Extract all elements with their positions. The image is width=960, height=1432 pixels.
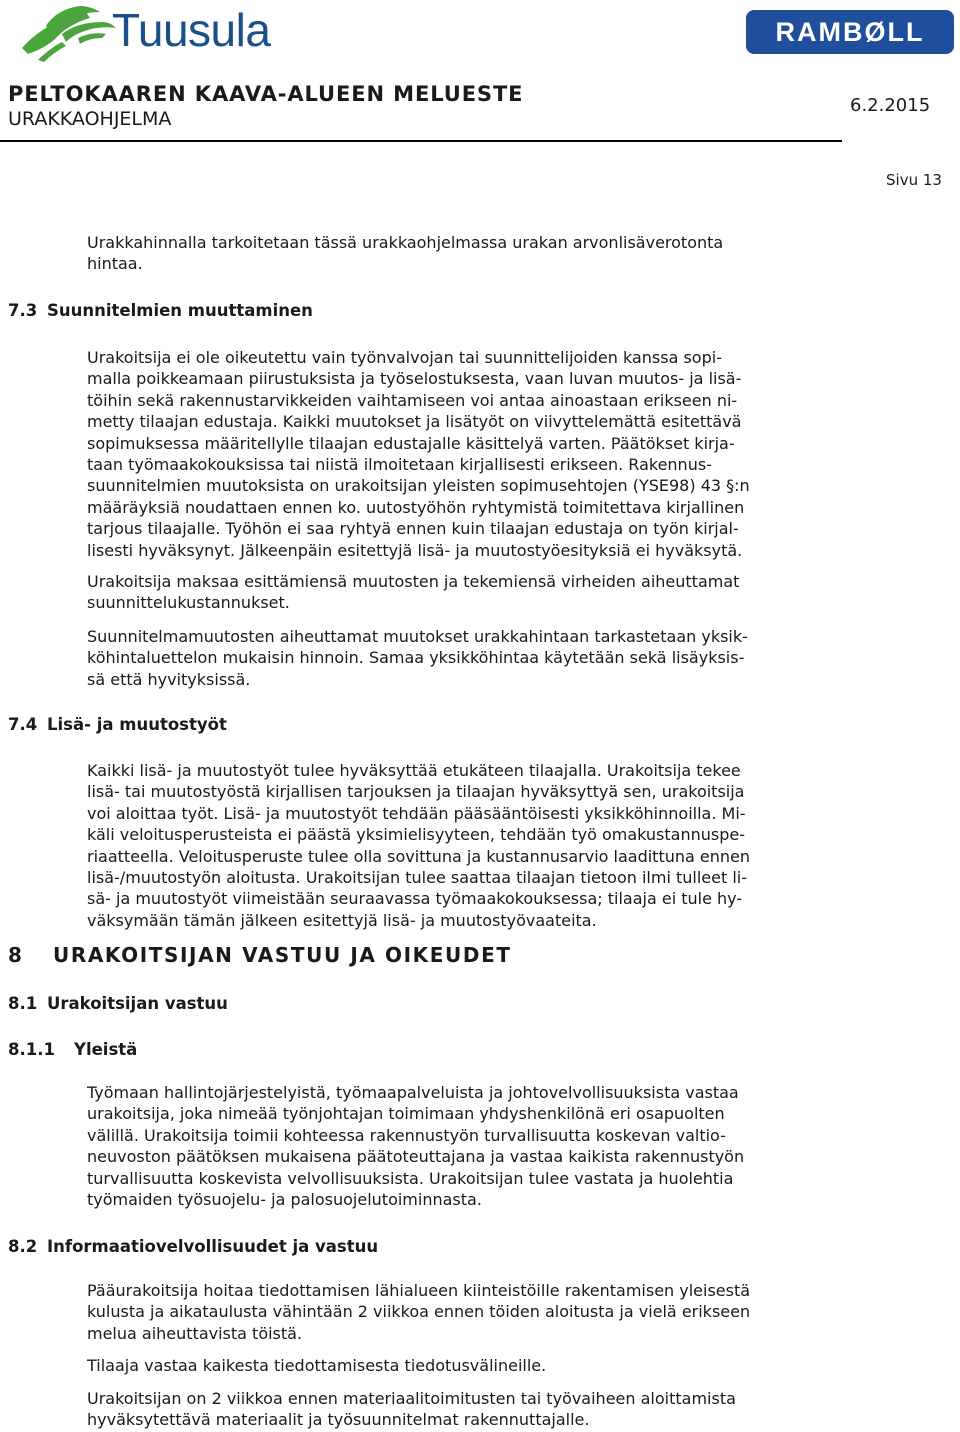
text-line: köhintaluettelon mukaisin hinnoin. Samaa yksikköhintaa käytetään sekä lisäyksis- (87, 648, 745, 668)
section-title: Yleistä (74, 1040, 138, 1059)
paragraph (87, 1355, 546, 1376)
text-line: suunnitelmien muutoksista on urakoitsijan yleisten sopimusehtojen (YSE98) 43 §:n (87, 476, 750, 496)
section-number: 8.1.1 (8, 1040, 55, 1059)
section-heading-7-4 (8, 714, 227, 736)
section-title: Urakoitsijan vastuu (47, 994, 228, 1013)
chapter-heading-8 (8, 942, 512, 968)
section-number: 7.3 (8, 301, 38, 320)
text-line: urakoitsija, joka nimeää työnjohtajan toimimaan yhdyshenkilönä eri osapuolten (87, 1104, 725, 1124)
text-line: käli veloitusperusteista ei päästä yksimielisyyteen, tehdään työ omakustannuspe- (87, 825, 745, 845)
paragraph (87, 1082, 744, 1210)
text-line: lisä-/muutostyön aloitusta. Urakoitsijan tulee saattaa tilaajan tietoon ilmi tulleet li- (87, 867, 747, 887)
header-divider (0, 140, 842, 142)
text-line: riaatteella. Veloitusperuste tulee olla sovittuna ja kustannusarvio laadittuna ennen (87, 846, 751, 866)
text-line: Työmaan hallintojärjestelyistä, työmaapalveluista ja johtovelvollisuuksista vastaa (87, 1083, 739, 1102)
text-line: metty tilaajan edustaja. Kaikki muutokset ja lisätyöt on viivyttelemättä esitettävä (87, 412, 742, 432)
text-line: Suunnitelmamuutosten aiheuttamat muutokset urakkahintaan tarkastetaan yksik- (87, 627, 748, 646)
text-line: välillä. Urakoitsija toimii kohteessa rakennustyön turvallisuutta koskevan valtio- (87, 1125, 726, 1145)
text-line: voi aloittaa työt. Lisä- ja muutostyöt tehdään pääsääntöisesti yksikköhinnoilla. Mi- (87, 803, 746, 823)
paragraph (87, 1280, 750, 1344)
text-line: Kaikki lisä- ja muutostyöt tulee hyväksyttää etukäteen tilaajalla. Urakoitsija tekee (87, 761, 741, 780)
intro-paragraph (87, 232, 723, 275)
text-line: töihin sekä rakennustarvikkeiden vaihtamiseen voi antaa ainoastaan erikseen ni- (87, 390, 738, 410)
text-line: sä- ja muutostyöt viimeistään seuraavassa työmaakokouksessa; tilaaja ei tule hy- (87, 889, 743, 909)
section-heading-8-2 (8, 1236, 378, 1258)
section-number: 8 (8, 943, 24, 967)
text-line: sopimuksessa määritellylle tilaajan edustajalle käsittelyä varten. Päätökset kirja- (87, 433, 735, 453)
text-line: Urakoitsija maksaa esittämiensä muutosten ja tekemiensä virheiden aiheuttamat (87, 572, 740, 591)
section-title: Lisä- ja muutostyöt (47, 715, 227, 734)
section-number: 7.4 (8, 715, 38, 734)
text-line: hintaa. (87, 254, 143, 274)
text-line: tarjous tilaajalle. Työhön ei saa ryhtyä ennen kuin tilaajan edustaja on työn kirjal- (87, 519, 739, 539)
document-subtitle: URAKKAOHJELMA (8, 108, 172, 130)
text-line: melua aiheuttavista töistä. (87, 1323, 303, 1343)
paragraph (87, 626, 748, 690)
paragraph (87, 760, 750, 931)
tuusula-logo-text: Tuusula (112, 4, 271, 56)
ramboll-logo: RAMBØLL (746, 10, 954, 54)
text-line: hyväksytettävä materiaalit ja työsuunnitelmat rakennuttajalle. (87, 1410, 590, 1430)
section-number: 8.1 (8, 994, 38, 1013)
text-line: lisä- tai muutostyöstä kirjallisen tarjouksen ja tilaajan hyväksyttyä sen, urakoitsija (87, 782, 745, 802)
text-line: väksymään tämän jälkeen esitettyjä lisä- ja muutostyövaateita. (87, 910, 597, 930)
text-line: sä että hyvityksissä. (87, 669, 251, 689)
paragraph (87, 1388, 736, 1431)
section-title: URAKOITSIJAN VASTUU JA OIKEUDET (53, 943, 512, 967)
document-date: 6.2.2015 (850, 95, 931, 116)
text-line: määräyksiä noudattaen ennen ko. uutostyöhön ryhtymistä toimitettava kirjallinen (87, 497, 745, 517)
text-line: Urakoitsijan on 2 viikkoa ennen materiaalitoimitusten tai työvaiheen aloittamista (87, 1389, 736, 1408)
text-line: lisesti hyväksynyt. Jälkeenpäin esitettyjä lisä- ja muutostyöesityksiä ei hyväksytä. (87, 540, 743, 560)
text-line: turvallisuutta koskevista velvollisuuksista. Urakoitsijan tulee vastata ja huolehtia (87, 1168, 734, 1188)
text-line: työmaiden työsuojelu- ja palosuojelutoiminnasta. (87, 1189, 482, 1209)
text-line: suunnittelukustannukset. (87, 593, 290, 613)
section-heading-8-1-1 (8, 1039, 137, 1061)
text-line: Urakoitsija ei ole oikeutettu vain työnvalvojan tai suunnittelijoiden kanssa sopi- (87, 348, 722, 367)
text-line: Tilaaja vastaa kaikesta tiedottamisesta tiedotusvälineille. (87, 1356, 547, 1375)
section-heading-8-1 (8, 993, 228, 1015)
page-number: Sivu 13 (886, 171, 942, 189)
section-number: 8.2 (8, 1237, 38, 1256)
paragraph (87, 347, 750, 561)
document-title: PELTOKAAREN KAAVA-ALUEEN MELUESTE (8, 82, 524, 106)
section-heading-7-3 (8, 300, 313, 322)
text-line: neuvoston päätöksen mukaisena päätoteuttajana ja vastaa kaikista rakennustyön (87, 1147, 745, 1167)
section-title: Suunnitelmien muuttaminen (47, 301, 313, 320)
section-title: Informaatiovelvollisuudet ja vastuu (47, 1237, 379, 1256)
text-line: taan työmaakokouksissa tai niistä ilmoitetaan kirjallisesti erikseen. Rakennus- (87, 454, 712, 474)
text-line: Pääurakoitsija hoitaa tiedottamisen lähialueen kiinteistöille rakentamisen yleisestä (87, 1281, 751, 1300)
text-line: Urakkahinnalla tarkoitetaan tässä urakkaohjelmassa urakan arvonlisäverotonta (87, 233, 724, 252)
paragraph (87, 571, 739, 614)
text-line: kulusta ja aikataulusta vähintään 2 viikkoa ennen töiden aloitusta ja vielä erikseen (87, 1302, 751, 1322)
text-line: malla poikkeamaan piirustuksista ja työselostuksesta, vaan luvan muutos- ja lisä- (87, 369, 742, 389)
